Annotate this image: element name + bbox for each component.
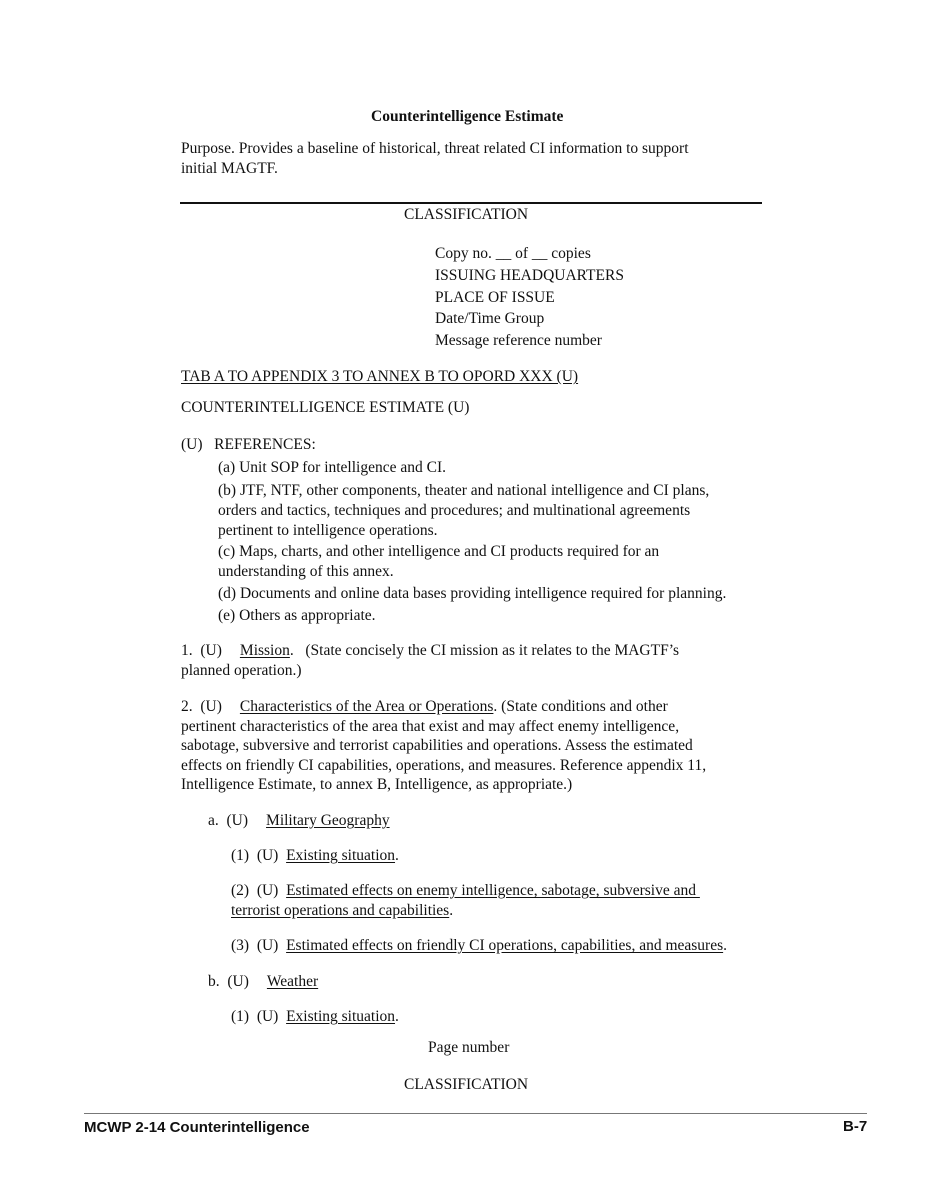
para2-prefix: 2. (U) [181,698,222,715]
reference-line: (e) Others as appropriate. [218,607,376,624]
sub-a-heading [208,811,390,831]
item-prefix: (1) (U) [231,847,279,864]
footer-page-id: B-7 [843,1118,868,1135]
item-text: Estimated effects on enemy intelligence, sabotage, subversive and [286,882,700,899]
estimate-heading: COUNTERINTELLIGENCE ESTIMATE (U) [181,399,470,416]
sub-b-prefix: b. (U) [208,973,249,990]
header-divider [180,202,762,204]
para2-line: pertinent characteristics of the area that exist and may affect enemy intelligence, [181,718,680,735]
item-prefix: (2) (U) [231,882,279,899]
classification-bottom: CLASSIFICATION [404,1076,529,1093]
item-text-continued: terrorist operations and capabilities [231,902,450,919]
page-title: Counterintelligence Estimate [371,108,564,125]
item-suffix: . [395,847,399,864]
item-text: Existing situation [286,1008,396,1025]
references-label: (U) REFERENCES: [181,436,316,453]
item-suffix: . [723,937,727,954]
para1-line-2: planned operation.) [181,662,302,679]
para1-line-1 [181,641,679,661]
para1-text: . (State concisely the CI mission as it relates to the MAGTF’s [289,642,680,659]
item-suffix: . [449,902,454,919]
item-prefix: (3) (U) [231,937,279,954]
message-reference-line: Message reference number [435,332,602,349]
classification-top: CLASSIFICATION [404,206,529,223]
place-of-issue-line: PLACE OF ISSUE [435,289,555,306]
sub-b-item-1 [231,1007,399,1027]
item-prefix: (1) (U) [231,1008,279,1025]
sub-a-item-2 [231,881,700,901]
item-text: Estimated effects on friendly CI operations, capabilities, and measures [286,937,724,954]
tab-heading: TAB A TO APPENDIX 3 TO ANNEX B TO OPORD XXX (U) [181,368,579,385]
sub-a-item-1 [231,846,399,866]
sub-a-title: Military Geography [266,812,390,829]
reference-line: (a) Unit SOP for intelligence and CI. [218,459,446,476]
item-text: Existing situation [286,847,396,864]
sub-a-prefix: a. (U) [208,812,249,829]
reference-line: (b) JTF, NTF, other components, theater and national intelligence and CI plans, [218,482,710,499]
sub-b-title: Weather [266,973,319,990]
issuing-headquarters-line: ISSUING HEADQUARTERS [435,267,624,284]
copy-number-line: Copy no. __ of __ copies [435,245,591,262]
sub-a-item-3 [231,936,727,956]
para1-prefix: 1. (U) [181,642,222,659]
purpose-line-2: initial MAGTF. [181,160,278,177]
sub-b-heading [208,972,318,992]
para1-title: Mission [239,642,290,659]
purpose-line-1: Purpose. Provides a baseline of historical, threat related CI information to support [181,140,689,157]
page-number-label: Page number [428,1039,510,1056]
reference-line: pertinent to intelligence operations. [218,522,438,539]
para2-line: effects on friendly CI capabilities, operations, and measures. Reference appendix 11, [181,757,707,774]
para2-line: sabotage, subversive and terrorist capabilities and operations. Assess the estimated [181,737,693,754]
footer-publication: MCWP 2-14 Counterintelligence [84,1119,310,1136]
para2-line: Intelligence Estimate, to annex B, Intelligence, as appropriate.) [181,776,573,793]
item-suffix: . [395,1008,399,1025]
reference-line: (d) Documents and online data bases providing intelligence required for planning. [218,585,727,602]
para2-title: Characteristics of the Area or Operations [239,698,494,715]
para2-line-1 [181,697,668,717]
footer-divider [84,1113,867,1114]
reference-line: (c) Maps, charts, and other intelligence and CI products required for an [218,543,660,560]
reference-line: understanding of this annex. [218,563,394,580]
sub-a-item-2-cont [231,901,453,921]
reference-line: orders and tactics, techniques and procedures; and multinational agreements [218,502,691,519]
date-time-group-line: Date/Time Group [435,310,545,327]
para2-text: . (State conditions and other [493,698,668,715]
